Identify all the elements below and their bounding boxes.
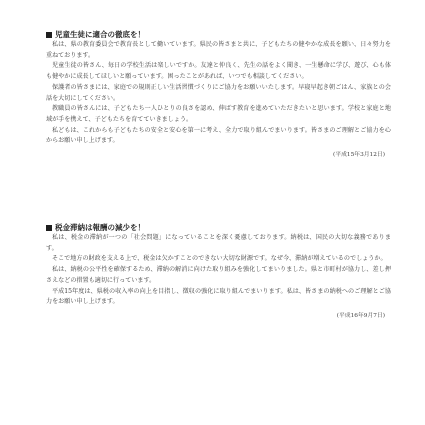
heading-bullet-icon xyxy=(46,32,52,38)
section-heading-text: 児童生徒に適合の徹底を！ xyxy=(55,30,145,39)
section-heading-text: 税金滞納は報酬の減少を！ xyxy=(55,223,145,232)
paragraph: 教職員の皆さんには、子どもたち一人ひとりの良さを認め、伸ばす教育を進めていただきたいと思います。学校と家庭と地域が手を携えて、子どもたちを育てていきましょう。 xyxy=(46,105,391,123)
article-date: (平成15年3月12日) xyxy=(333,152,385,159)
paragraph: 私どもは、これからも子どもたちの安全と安心を第一に考え、全力で取り組んでまいります。皆さまのご理解とご協力を心からお願い申し上げます。 xyxy=(46,126,391,145)
paragraph: 保護者の皆さまには、家庭での規則正しい生活習慣づくりにご協力をお願いいたします。早寝早起き朝ごはん、家族との会話を大切にしてください。 xyxy=(46,83,391,102)
paragraph: 児童生徒の皆さん、毎日の学校生活は楽しいですか。友達と仲良く、先生の話をよく聞き、一生懸命に学び、遊び、心も体も健やかに成長してほしいと願っています。困ったことがあれば、いつでも相談してください。 xyxy=(46,62,391,81)
article-date: (平成16年9月7日) xyxy=(336,312,385,319)
article-section-2 xyxy=(46,222,391,321)
paragraph: 私は、県の教育委員会で教育長として働いています。県民の皆さまと共に、子どもたちの健やかな成長を願い、日々努力を重ねております。 xyxy=(46,41,391,59)
paragraph: 私は、納税の公平性を確保するため、滞納の解消に向けた取り組みを強化してまいりました。県と市町村が協力し、差し押さえなどの措置も適切に行っています。 xyxy=(46,266,391,284)
paragraph: 私は、税金の滞納が一つの「社会問題」になっていることを深く憂慮しております。納税は、国民の大切な義務であります。 xyxy=(46,234,391,252)
heading-bullet-icon xyxy=(46,225,52,231)
section-heading xyxy=(46,29,391,40)
article-section-1 xyxy=(46,29,391,160)
paragraph: そこで地方の財政を支える上で、税金は欠かすことのできない大切な財源です。なぜ今、滞納が増えているのでしょうか。 xyxy=(52,255,387,263)
section-heading xyxy=(46,222,391,233)
paragraph: 平成15年度は、県税の収入率の向上を目指し、徴収の強化に取り組んでまいります。私は、皆さまの納税へのご理解とご協力をお願い申し上げます。 xyxy=(46,287,391,306)
